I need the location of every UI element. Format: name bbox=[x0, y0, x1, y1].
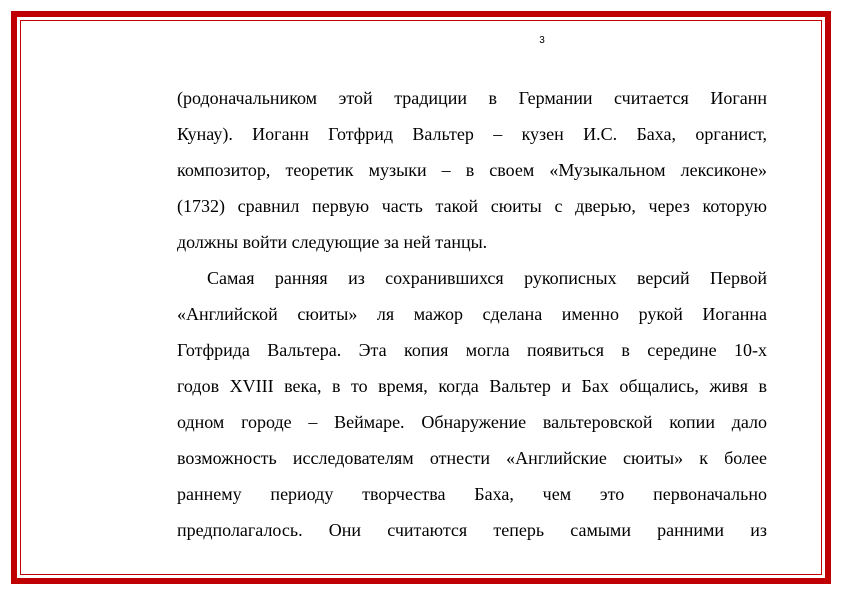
text-line: композитор, теоретик музыки – в своем «Музыкальном лексиконе» bbox=[177, 160, 767, 180]
text-line: «Английской сюиты» ля мажор сделана именно рукой Иоганна bbox=[177, 304, 767, 324]
text-line: годов XVIII века, в то время, когда Вальтер и Бах общались, живя в bbox=[177, 376, 767, 396]
body-text bbox=[177, 80, 767, 548]
text-line: предполагалось. Они считаются теперь самыми ранними из bbox=[177, 520, 767, 540]
text-line: раннему периоду творчества Баха, чем это первоначально bbox=[177, 484, 767, 504]
text-line: (1732) сравнил первую часть такой сюиты с дверью, через которую bbox=[177, 196, 767, 216]
text-line: (родоначальником этой традиции в Германии считается Иоганн bbox=[177, 88, 767, 108]
text-line: одном городе – Веймаре. Обнаружение вальтеровской копии дало bbox=[177, 412, 767, 432]
text-line: возможность исследователям отнести «Английские сюиты» к более bbox=[177, 448, 767, 468]
text-line: Самая ранняя из сохранившихся рукописных версий Первой bbox=[207, 268, 767, 288]
text-line: должны войти следующие за ней танцы. bbox=[177, 232, 488, 252]
page-number: 3 bbox=[539, 35, 545, 46]
text-line: Готфрида Вальтера. Эта копия могла появиться в середине 10-х bbox=[177, 340, 767, 360]
text-line: Кунау). Иоганн Готфрид Вальтер – кузен И.С. Баха, органист, bbox=[177, 124, 767, 144]
